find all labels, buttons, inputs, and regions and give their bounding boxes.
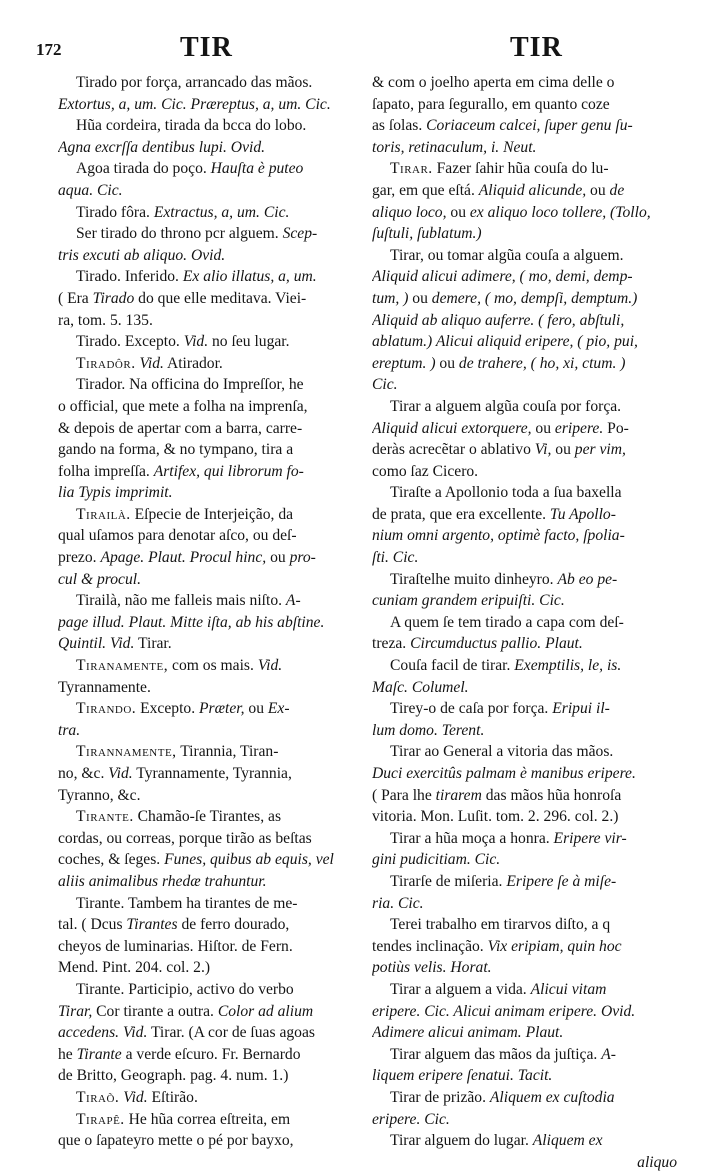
text-line [372, 849, 677, 871]
latin-text: tra. [58, 721, 81, 739]
text-run: a verde eſcuro. Fr. Bernardo [121, 1045, 301, 1063]
latin-text: Vid. [123, 1088, 148, 1106]
headword: Tirar. [390, 160, 433, 178]
text-line [58, 828, 356, 850]
latin-text: eripere. [554, 419, 604, 437]
latin-text: Vi, [534, 441, 552, 459]
text-line [372, 547, 677, 569]
text-line [58, 353, 356, 375]
text-line [58, 741, 356, 763]
text-line [372, 180, 677, 202]
latin-text: Color ad alium [217, 1002, 314, 1020]
text-line [58, 288, 356, 310]
latin-text: Ex alio illatus, a, um. [182, 268, 317, 286]
text-run: o official, que mete a folha na imprenſa, [58, 397, 308, 415]
latin-text: cuniam grandem eripuiſti. Cic. [372, 592, 565, 610]
text-run: Tirannia, Tiran- [176, 743, 279, 761]
text-line [372, 418, 677, 440]
text-run: que o ſapateyro mette o pé por bayxo, [58, 1132, 294, 1150]
text-run: cheyos de luminarias. Hiſtor. de Fern. [58, 937, 293, 955]
right-column [372, 72, 677, 1173]
text-run: Eſtirão. [147, 1088, 198, 1106]
latin-text: Ab eo pe- [557, 570, 618, 588]
text-run: com os mais. [168, 657, 258, 675]
text-run: Ser tirado do throno pcr alguem. [76, 225, 283, 243]
latin-text: Tirado [92, 289, 135, 307]
latin-text: Aliquid alicui extorquere, [372, 419, 532, 437]
text-run: de Britto, Geograph. pag. 4. num. 1.) [58, 1067, 289, 1085]
text-run: Tirar a alguem a vida. [390, 980, 531, 998]
text-run: gando na forma, & no tympano, tira a [58, 441, 294, 459]
text-line [58, 785, 356, 807]
text-run: Tirey-o de caſa por força. [390, 700, 553, 718]
latin-text: demere, ( mo, dempſi, demptum.) [431, 289, 638, 307]
latin-text: Eripere ſe à miſe- [506, 872, 617, 890]
text-run: gar, em que eſtá. [372, 181, 479, 199]
text-line [372, 310, 677, 332]
latin-text: gini pudicitiam. Cic. [372, 851, 501, 869]
text-run: Tirarſe de miſeria. [390, 872, 507, 890]
text-run: He hũa correa eſtreita, em [124, 1110, 291, 1128]
text-line [58, 310, 356, 332]
text-line [58, 633, 356, 655]
text-run: A quem ſe tem tirado a capa com deſ- [390, 613, 624, 631]
text-run: ou [586, 181, 610, 199]
latin-text: Eripui il- [552, 700, 610, 718]
text-run: Tyrannamente, Tyrannia, [132, 765, 292, 782]
text-line [58, 1130, 356, 1152]
text-line [372, 115, 677, 137]
text-line [58, 266, 356, 288]
text-line [372, 266, 677, 288]
latin-text: eripere. Cic. Alicui animam eripere. Ovid. [372, 1002, 636, 1020]
text-line [58, 677, 356, 699]
latin-text: ereptum. ) [372, 354, 436, 372]
text-line [58, 94, 356, 116]
text-run: Tirar a alguem algũa couſa por força. [390, 397, 622, 415]
latin-text: Ex- [267, 700, 290, 718]
latin-text: lia Typis imprimit. [58, 484, 173, 502]
text-run: & depois de apertar com a barra, carre- [58, 419, 303, 437]
text-run: Tirar. (A cor de ſuas agoas [147, 1024, 315, 1042]
text-line [58, 72, 356, 94]
latin-text: Extractus, a, um. Cic. [153, 203, 290, 221]
text-line [58, 763, 356, 785]
text-line [58, 180, 356, 202]
text-line [372, 374, 677, 396]
text-line [58, 158, 356, 180]
headword: Tiranamente, [76, 657, 169, 675]
latin-text: Coriaceum calcei, ſuper genu ſu- [426, 117, 633, 135]
text-line [372, 137, 677, 159]
text-line [58, 957, 356, 979]
text-line [58, 893, 356, 915]
text-run: ou [435, 354, 459, 372]
latin-text: Tirar, [58, 1002, 93, 1020]
text-run: Chamão-ſe Tirantes, as [133, 808, 282, 826]
text-line [372, 590, 677, 612]
latin-text: potiùs velis. Horat. [372, 959, 492, 977]
latin-text: A- [285, 592, 301, 610]
text-line [58, 331, 356, 353]
text-line [372, 936, 677, 958]
text-line [58, 590, 356, 612]
latin-text: Aliquem ex cuſtodia [489, 1088, 615, 1106]
latin-text: Maſc. Columel. [372, 678, 469, 696]
text-run: prezo. [58, 549, 101, 567]
text-run: Excepto. [136, 700, 199, 718]
text-line [58, 936, 356, 958]
text-line [372, 957, 677, 979]
headword: Tirante. [76, 808, 134, 826]
latin-text: Circumductus pallio. Plaut. [410, 635, 583, 653]
text-line [372, 806, 677, 828]
text-line [58, 1022, 356, 1044]
text-run: Tirante. Participio, activo do verbo [76, 980, 294, 998]
text-line [372, 763, 677, 785]
text-line [58, 504, 356, 526]
text-line [372, 1109, 677, 1131]
text-run: Tyranno, &c. [58, 786, 141, 804]
latin-text: Vid. [139, 354, 164, 372]
latin-text: ſti. Cic. [372, 549, 419, 567]
text-line [58, 525, 356, 547]
text-line [58, 1109, 356, 1131]
text-line [58, 612, 356, 634]
text-line [372, 893, 677, 915]
text-run: Tirar de prizão. [390, 1088, 490, 1106]
text-run: Tirar, ou tomar algũa couſa a alguem. [390, 246, 624, 264]
text-line [58, 914, 356, 936]
text-line [58, 547, 356, 569]
text-run: ra, tom. 5. 135. [58, 311, 153, 329]
text-line [58, 115, 356, 137]
text-run: ou [266, 549, 290, 567]
latin-text: tris excuti ab aliquo. Ovid. [58, 246, 226, 264]
text-line [372, 871, 677, 893]
latin-text: ſuſtuli, ſublatum.) [372, 225, 482, 243]
text-run: Tirar. [134, 635, 172, 653]
running-head-left: TIR [180, 32, 233, 63]
left-column [58, 72, 356, 1152]
latin-text: aliis animalibus rhedæ trahuntur. [58, 872, 267, 890]
text-line [58, 418, 356, 440]
latin-text: Cic. [372, 376, 398, 394]
text-line [372, 655, 677, 677]
latin-text: accedens. Vid. [58, 1024, 148, 1042]
text-run: he [58, 1045, 77, 1063]
text-line [372, 94, 677, 116]
text-run: do que elle meditava. Viei- [134, 289, 307, 307]
latin-text: Eripere vir- [553, 829, 627, 847]
headword: Tirannamente, [76, 743, 177, 761]
latin-text: pro- [289, 549, 316, 567]
text-run: Tyrannamente. [58, 678, 151, 696]
text-line [372, 1065, 677, 1087]
text-line [58, 698, 356, 720]
text-run: Tirar alguem do lugar. [390, 1132, 533, 1150]
text-line [372, 1087, 677, 1109]
latin-text: Tu Apollo- [549, 505, 616, 523]
text-line [58, 1001, 356, 1023]
latin-text: de [609, 181, 625, 199]
text-line [58, 849, 356, 871]
latin-text: tirarem [435, 786, 482, 804]
latin-text: Scep- [282, 225, 318, 243]
text-line [372, 223, 677, 245]
latin-text: A- [601, 1045, 616, 1063]
latin-text: Tirante [76, 1045, 122, 1063]
text-line [372, 914, 677, 936]
text-run: tal. ( Dcus [58, 916, 127, 934]
text-line [372, 1001, 677, 1023]
page-number: 172 [36, 40, 62, 59]
text-line [372, 288, 677, 310]
text-line [372, 1044, 677, 1066]
text-run: treza. [372, 635, 411, 653]
latin-text: Vid. [183, 333, 209, 351]
text-line [372, 785, 677, 807]
text-line [58, 461, 356, 483]
text-line [372, 979, 677, 1001]
text-line [58, 871, 356, 893]
latin-text: tum, ) [372, 289, 409, 307]
text-run: Fazer ſahir hũa couſa do lu- [432, 160, 609, 178]
text-run: Tiraſtelhe muito dinheyro. [390, 570, 558, 588]
latin-text: Exemptilis, le, is. [514, 657, 622, 675]
text-run: Tirar ao General a vitoria das mãos. [390, 743, 614, 761]
text-line [58, 439, 356, 461]
latin-text: Aliquem ex [532, 1132, 603, 1150]
latin-text: Hauſta è puteo [210, 160, 304, 178]
text-run: Tiraſte a Apollonio toda a ſua baxella [390, 484, 622, 502]
text-line [372, 1022, 677, 1044]
text-line [58, 569, 356, 591]
text-run: Eſpecie de Interjeição, da [130, 505, 294, 523]
text-run: Tirador. Na officina do Impreſſor, he [76, 376, 304, 394]
text-run: vitoria. Mon. Luſit. tom. 2. 296. col. 2.) [372, 808, 619, 826]
latin-text: toris, retinaculum, i. Neut. [372, 138, 537, 156]
text-run: ou [531, 419, 555, 437]
latin-text: ex aliquo loco tollere, (Tollo, [469, 203, 651, 221]
text-line [58, 655, 356, 677]
text-run: ou [408, 289, 432, 307]
latin-text: Funes, quibus ab equis, vel [164, 851, 334, 869]
text-run: ou [244, 700, 268, 718]
text-run: Couſa facil de tirar. [390, 657, 515, 675]
latin-text: Artifex, qui librorum fo- [153, 462, 304, 480]
text-run: de ferro dourado, [177, 916, 290, 934]
text-line [372, 569, 677, 591]
latin-text: ablatum.) Alicui aliquid eripere, ( pio, pui, [372, 333, 638, 351]
headword: Tiraõ. [76, 1088, 120, 1106]
text-run: Atirador. [163, 354, 223, 372]
text-line [372, 158, 677, 180]
text-line [372, 612, 677, 634]
latin-text: Aliquid ab aliquo auferre. ( fero, abſtuli, [372, 311, 625, 329]
text-run: no, &c. [58, 765, 109, 782]
latin-text: Aliquid alicui adimere, ( mo, demi, demp- [372, 268, 633, 286]
text-run: folha impreſſa. [58, 462, 154, 480]
text-line [58, 1065, 356, 1087]
text-line [372, 741, 677, 763]
latin-text: liquem eripere ſenatui. Tacit. [372, 1067, 553, 1085]
text-line [58, 137, 356, 159]
running-head-right: TIR [510, 32, 563, 63]
latin-text: nium omni argento, optimè facto, ſpolia- [372, 527, 625, 545]
text-line [372, 828, 677, 850]
text-run: Tirailà, não me falleis mais niſto. [76, 592, 286, 610]
text-line [58, 245, 356, 267]
latin-text: page illud. Plaut. Mitte iſta, ab his abſtine. [58, 613, 325, 631]
text-run: ( Era [58, 289, 93, 307]
latin-text: aliquo [637, 1153, 677, 1171]
text-run: ( Para lhe [372, 786, 436, 804]
text-line [372, 331, 677, 353]
latin-text: de trahere, ( ho, xi, ctum. ) [458, 354, 626, 372]
text-run: Hũa cordeira, tirada da bcca do lobo. [76, 117, 307, 135]
text-run: Tirar alguem das mãos da juſtiça. [390, 1045, 602, 1063]
text-line [372, 504, 677, 526]
text-line [58, 202, 356, 224]
text-run: Cor tirante a outra. [92, 1002, 218, 1020]
latin-text: eripere. Cic. [372, 1110, 450, 1128]
text-run: de prata, que era excellente. [372, 505, 550, 523]
text-run: & com o joelho aperta em cima delle o [372, 74, 615, 91]
text-line [58, 396, 356, 418]
text-run: as ſolas. [372, 117, 427, 135]
latin-text: cul & procul. [58, 570, 142, 588]
latin-text: Quintil. Vid. [58, 635, 135, 653]
latin-text: Vid. [257, 657, 283, 675]
text-run: no ſeu lugar. [208, 333, 290, 351]
text-run: Tirado. Inferido. [76, 268, 183, 286]
latin-text: Adimere alicui animam. Plaut. [372, 1024, 564, 1042]
text-run: cordas, ou correas, porque tirão as beſtas [58, 829, 312, 847]
text-run: Terei trabalho em tirarvos diſto, a q [390, 916, 611, 934]
latin-text: lum domo. Terent. [372, 721, 485, 739]
latin-text: per vim, [574, 441, 626, 459]
text-line [372, 245, 677, 267]
text-run: Tirar a hũa moça a honra. [390, 829, 554, 847]
latin-text: ria. Cic. [372, 894, 424, 912]
text-line [372, 353, 677, 375]
text-line [58, 482, 356, 504]
text-line [372, 72, 677, 94]
text-line [58, 979, 356, 1001]
text-run: ou [551, 441, 575, 459]
text-run: Tirado. Excepto. [76, 333, 184, 351]
text-line [372, 461, 677, 483]
text-run: Po- [603, 419, 629, 437]
text-line [58, 720, 356, 742]
text-run: das mãos hũa honroſa [481, 786, 622, 804]
text-line [372, 482, 677, 504]
latin-text: Alicui vitam [530, 980, 607, 998]
text-line [372, 1152, 677, 1173]
text-line [58, 223, 356, 245]
text-line [58, 1044, 356, 1066]
latin-text: Apage. Plaut. Procul hinc, [100, 549, 267, 567]
latin-text: Extortus, a, um. Cic. Præreptus, a, um. Cic. [58, 95, 331, 113]
latin-text: Præter, [199, 700, 245, 718]
latin-text: aqua. Cic. [58, 181, 123, 199]
text-line [372, 202, 677, 224]
latin-text: Vid. [108, 765, 133, 782]
text-run: Tirado fôra. [76, 203, 154, 221]
text-run: ou [446, 203, 470, 221]
text-run: Mend. Pint. 204. col. 2.) [58, 959, 211, 977]
text-line [58, 1087, 356, 1109]
text-run: ſapato, para ſegurallo, em quanto coze [372, 95, 610, 113]
latin-text: aliquo loco, [372, 203, 447, 221]
text-line [372, 439, 677, 461]
text-run: Tirante. Tambem ha tirantes de me- [76, 894, 298, 912]
headword: Tirailà. [76, 505, 131, 523]
text-line [58, 374, 356, 396]
text-run: como ſaz Cicero. [372, 462, 479, 480]
headword: Tirapê. [76, 1110, 125, 1128]
text-run: tendes inclinação. [372, 937, 488, 955]
text-line [372, 698, 677, 720]
headword: Tirando. [76, 700, 137, 718]
text-line [372, 720, 677, 742]
latin-text: Tirantes [126, 916, 178, 934]
text-line [372, 677, 677, 699]
headword: Tiradôr. [76, 354, 136, 372]
text-line [372, 396, 677, 418]
latin-text: Agna excrſſa dentibus lupi. Ovid. [58, 138, 266, 156]
text-line [372, 633, 677, 655]
latin-text: Aliquid alicunde, [478, 181, 587, 199]
text-run: coches, & ſeges. [58, 851, 165, 869]
text-line [372, 525, 677, 547]
latin-text: Vix eripiam, quin hoc [487, 937, 622, 955]
text-run: qual uſamos para denotar aſco, ou deſ- [58, 527, 297, 545]
text-run: Agoa tirada do poço. [76, 160, 211, 178]
text-line [58, 806, 356, 828]
latin-text: Duci exercitûs palmam è manibus eripere. [372, 765, 636, 782]
text-run: Tirado por força, arrancado das mãos. [76, 74, 313, 91]
text-line [372, 1130, 677, 1152]
text-run: deràs acrecẽtar o ablativo [372, 441, 535, 459]
